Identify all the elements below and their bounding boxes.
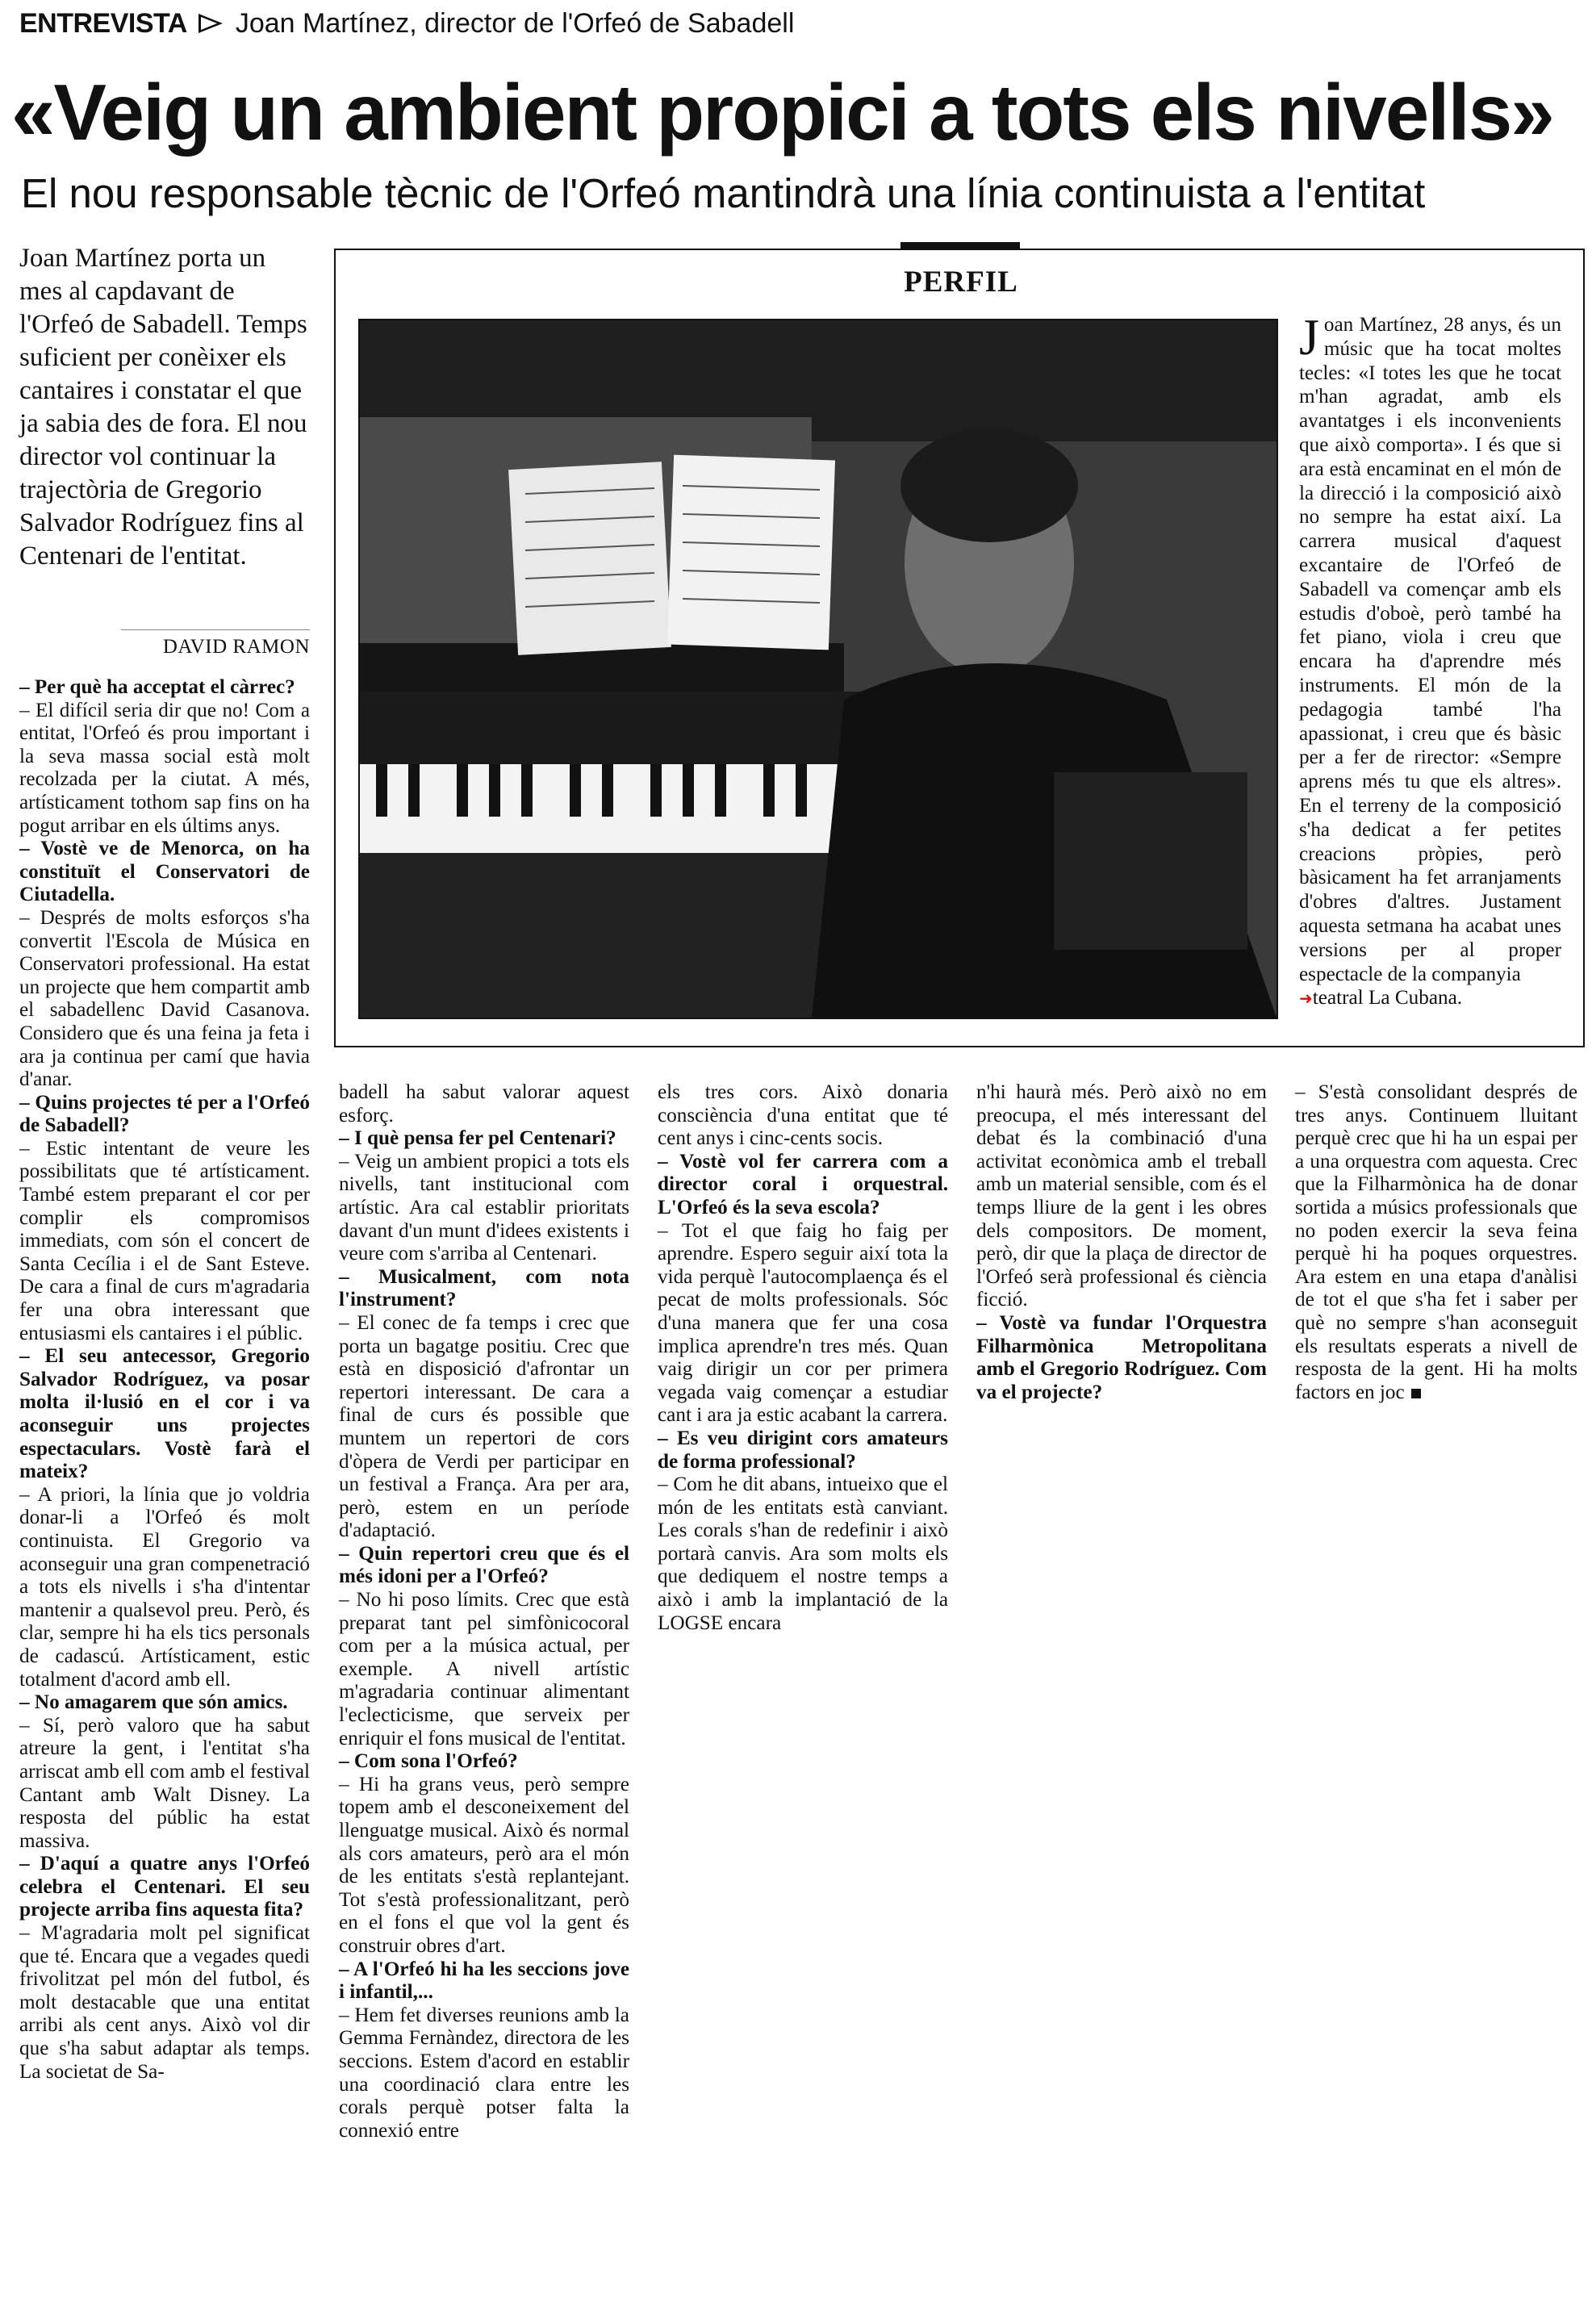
answer: – Com he dit abans, intueixo que el món de les entitats està canviant. Les corals s'han de redefinir i això portarà canvis. Ara som molts els que dediquem el nostre temps a això i amb la implantació de la LOGSE encara (658, 1473, 948, 1634)
perfil-body: oan Martínez, 28 anys, és un músic que ha tocat moltes tecles: «I totes les que he tocat m'han agradat, amb els avantatges i els inconvenients que això comporta». I és que si ara està encaminat en el món de la direcció i la composició això no sempre ha estat així. La carrera musical d'aquest excantaire de l'Orfeó de Sabadell va començar amb els estudis d'oboè, però també ha fet piano, viola i creu que encara ha d'aprendre més instruments. El món de la pedagogia també l'ha apassionat, i creu que és bàsic per a fer de rirector: «Sempre aprens més tu que els altres». En el terreny de la composició s'ha dedicat a fer petites creacions pròpies, però bàsicament ha fet arranjaments d'obres d'altres. Justament aquesta setmana ha acabat unes versions per al proper espectacle de la companyia (1299, 314, 1561, 985)
answer: – A priori, la línia que jo voldria donar-li a l'Orfeó és molt continuista. El Gregorio va aconseguir una gran compenetració a tots els nivells i s'ha d'intentar mantenir a qualsevol preu. Però, és clar, sempre hi ha els tics personals de cadascú. Artísticament, estic totalment d'acord amb ell. (19, 1483, 310, 1691)
answer: badell ha sabut valorar aquest esforç. (339, 1081, 629, 1126)
red-arrow-icon: ➜ (1299, 990, 1313, 1009)
question: – I què pensa fer pel Centenari? (339, 1127, 616, 1150)
perfil-text (1299, 308, 1561, 1012)
answer: – Sí, però valoro que ha sabut atreure la gent, i l'entitat s'ha arriscat amb ell com amb el festival Cantant amb Walt Disney. La resposta del públic ha estat massiva. (19, 1714, 310, 1852)
photo-illustration (360, 320, 1277, 1018)
lead-paragraph: Joan Martínez porta un mes al capdavant de l'Orfeó de Sabadell. Temps suficient per conèixer els cantaires i constatar el que ja sabia des de fora. El nou director vol continuar la trajectòria de Gregorio Salvador Rodríguez fins al Centenari de l'entitat. (19, 244, 307, 571)
perfil-label: PERFIL (904, 265, 1018, 299)
question: – Com sona l'Orfeó? (339, 1750, 518, 1773)
subheadline: El nou responsable tècnic de l'Orfeó mantindrà una línia continuista a l'entitat (21, 170, 1426, 216)
column-1 (19, 676, 310, 2084)
column-3 (658, 1081, 948, 1635)
triangle-arrow-icon (198, 14, 223, 33)
kicker-tagline: Joan Martínez, director de l'Orfeó de Sabadell (235, 8, 795, 39)
perfil-tab-bar (900, 242, 1020, 249)
answer: – Hem fet diverses reunions amb la Gemma Fernàndez, directora de les seccions. Estem d'acord en establir una coordinació clara entre les corals perquè potser falta la connexió entre (339, 2004, 629, 2142)
column-2 (339, 1081, 629, 2142)
question: – Es veu dirigint cors amateurs de forma professional? (658, 1427, 948, 1473)
answer: – Hi ha grans veus, però sempre topem amb el desconeixement del llenguatge musical. Això és normal als cors amateurs, però ara el món de les entitats s'està replantejant. Tot s'està professionalitzant, però en el fons el que vol la gent és construir obres d'art. (339, 1773, 629, 1957)
end-mark-square-icon (1411, 1389, 1421, 1398)
question: – Quins projectes té per a l'Orfeó de Sabadell? (19, 1091, 310, 1137)
question: – D'aquí a quatre anys l'Orfeó celebra el Centenari. El seu projecte arriba fins aquesta fita? (19, 1853, 310, 1921)
answer: – El difícil seria dir que no! Com a entitat, l'Orfeó és prou important i la seva massa social està molt recolzada per la ciutat. A més, artísticament tothom sap fins on ha pogut arribar en els últims anys. (19, 699, 310, 837)
byline-rule (121, 629, 310, 630)
answer: – Veig un ambient propici a tots els nivells, tant institucional com artístic. Ara cal establir prioritats davant d'un munt d'idees existents i veure com s'arriba al Centenari. (339, 1150, 629, 1265)
answer: els tres cors. Això donaria consciència d'una entitat que té cent anys i cinc-cents socis. (658, 1081, 948, 1150)
byline: DAVID RAMON (162, 636, 310, 658)
question: – Musicalment, com nota l'instrument? (339, 1265, 629, 1311)
perfil-last-line: teatral La Cubana. (1312, 987, 1463, 1009)
section-label: ENTREVISTA (19, 8, 187, 39)
column-4 (976, 1081, 1267, 1404)
answer: – Estic intentant de veure les possibilitats que té artísticament. També estem preparant el cor per complir els compromisos immediats, com són el concert de Santa Cecília i el de Sant Esteve. De cara a final de curs m'agradaria fer una obra interessant que entusiasmi els cantaires i el públic. (19, 1137, 310, 1344)
answer: – M'agradaria molt pel significat que té. Encara que a vegades quedi frivolitzat pel món del futbol, és molt destacable que una entitat arribi als cent anys. Això vol dir que s'ha sabut adaptar als temps. La societat de Sa- (19, 1922, 310, 2083)
photo-joan-martinez-at-piano (358, 319, 1278, 1019)
answer: – El conec de fa temps i crec que porta un bagatge positiu. Crec que està en disposició d'afrontar un repertori interessant. De cara a final de curs és possible que muntem un repertori de cors d'òpera de Verdi per participar en un festival a França. Ara per ara, però, estem en un període d'adaptació. (339, 1311, 629, 1542)
question: – Per què ha acceptat el càrrec? (19, 676, 295, 698)
question: – Vostè va fundar l'Orquestra Filharmònica Metropolitana amb el Gregorio Rodríguez. Com va el projecte? (976, 1311, 1267, 1403)
answer: – S'està consolidant després de tres anys. Continuem lluitant perquè crec que hi ha un espai per a una orquestra com aquesta. Crec que la Filharmònica ha de donar sortida a músics professionals que no poden exercir la seva feina perquè hi ha poques orquestres. Ara estem en una etapa d'anàlisi de tot el que s'ha fet i saber per què no sempre s'han aconseguit els resultats esperats a nivell de resposta de la gent. Hi ha molts factors en joc (1295, 1081, 1577, 1403)
kicker (19, 8, 794, 42)
answer: – No hi poso límits. Crec que està preparat tant pel simfònicocoral com per a la música actual, per exemple. A nivell artístic m'agradaria continuar alimentant l'eclecticisme, que serveix per enriquir el fons musical de l'entitat. (339, 1589, 629, 1749)
question: – Vostè vol fer carrera com a director coral i orquestral. L'Orfeó és la seva escola? (658, 1150, 948, 1218)
answer: n'hi haurà més. Però això no em preocupa, el més interessant del debat és la combinació d'una activitat econòmica amb el treball amb un material sensible, com és el temps lliure de la gent i les obres dels compositors. De moment, però, dir que la plaça de director de l'Orfeó serà professional és ciència ficció. (976, 1081, 1267, 1311)
question: – No amagarem que són amics. (19, 1691, 288, 1714)
answer: – Després de molts esforços s'ha convertit l'Escola de Música en Conservatori professional. Ha estat un projecte que hem compartit amb el sabadellenc David Casanova. Considero que és una feina ja feta i ara ja continua per camí que havia d'anar. (19, 906, 310, 1091)
question: – Vostè ve de Menorca, on ha constituït el Conservatori de Ciutadella. (19, 838, 310, 906)
answer: – Tot el que faig ho faig per aprendre. Espero seguir així tota la vida perquè l'autocomplaença és el pecat de molts professionals. Sóc d'una manera que fer una cosa implica aprendre'n tres més. Quan vaig dirigir un cor per primera vegada vaig començar a estudiar cant i ara ja estic acabant la carrera. (658, 1219, 948, 1427)
dropcap: J (1299, 308, 1319, 366)
question: – A l'Orfeó hi ha les seccions jove i infantil,... (339, 1958, 629, 2004)
question: – El seu antecessor, Gregorio Salvador Rodríguez, va posar molta il·lusió en el cor i va aconseguir uns projectes espectaculars. Vostè farà el mateix? (19, 1345, 310, 1483)
question: – Quin repertori creu que és el més idoni per a l'Orfeó? (339, 1542, 629, 1588)
headline: «Veig un ambient propici a tots els nivells» (11, 68, 1553, 157)
column-5 (1295, 1081, 1577, 1404)
